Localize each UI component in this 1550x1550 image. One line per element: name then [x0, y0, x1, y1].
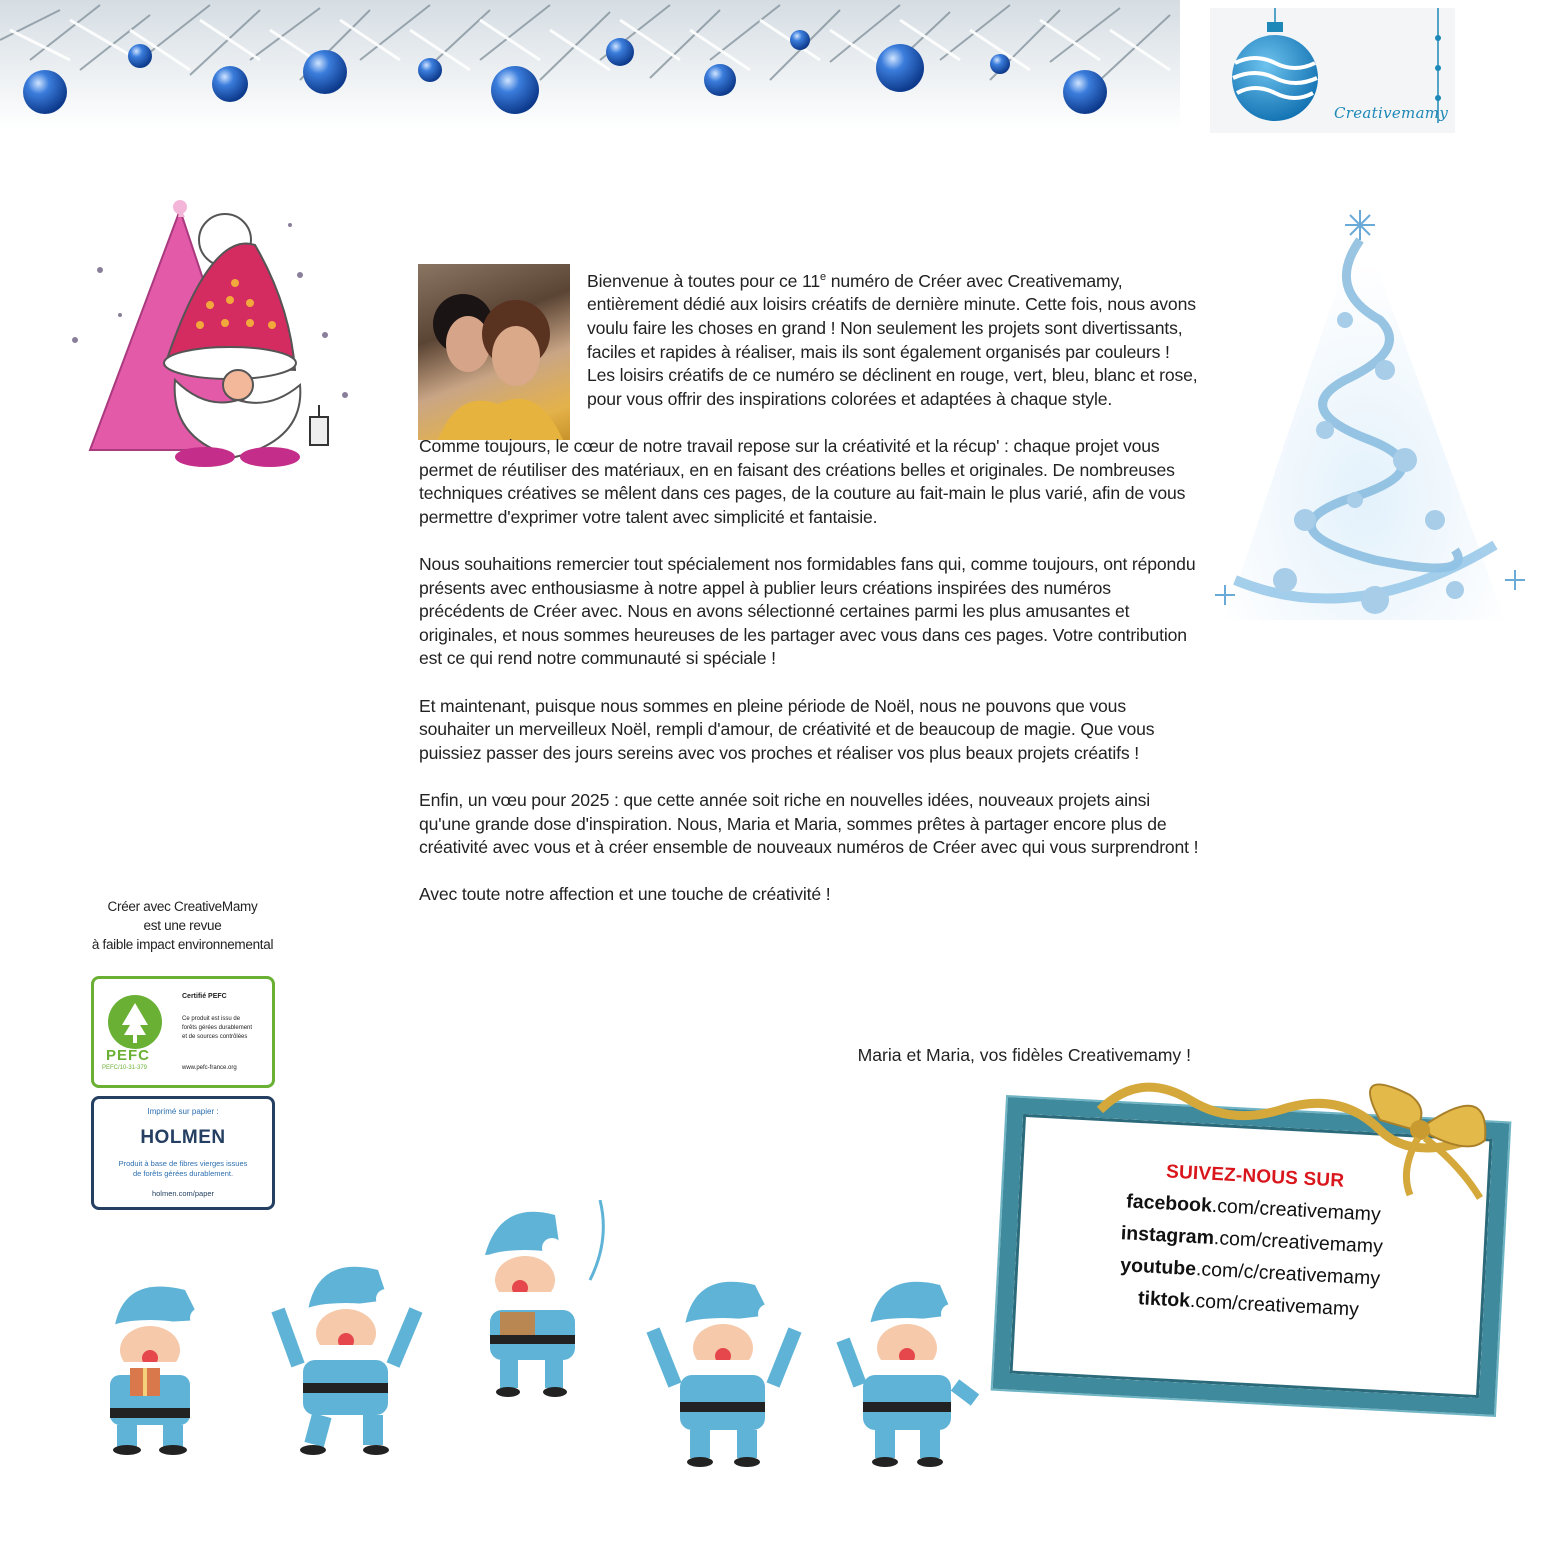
tiktok-link[interactable]: tiktok.com/creativemamy — [1137, 1287, 1360, 1321]
eco-impact-note: Créer avec CreativeMamy est une revue à faible impact environnemental — [91, 899, 274, 952]
blue-elf-cheering-4 — [645, 1270, 805, 1470]
holmen-url: holmen.com/paper — [151, 1189, 215, 1198]
paragraph-fans: Nous souhaitions remercier tout spécialement nos formidables fans qui, comme toujours, ont répondu présents avec enthousiasme à notre appel à publier leurs créations inspirées des numéros précédents de Créer avec. Nous en avons sélectionné certaines parmi les plus amusantes et originales, et nous sommes heureuses de les partager avec vous dans ces pages. Votre contribution est ce qui rend notre communauté si spéciale ! — [419, 553, 1196, 669]
follow-us-frame — [990, 1070, 1500, 1410]
blue-elf-balloon-3 — [470, 1200, 620, 1400]
pefc-title: Certifié PEFC — [182, 993, 227, 1000]
pink-gnome-illustration — [60, 195, 355, 475]
signature: Maria et Maria, vos fidèles Creativemamy ! — [857, 1045, 1191, 1065]
pefc-url: www.pefc-france.org — [182, 1065, 237, 1071]
logo-brand-text: Creativemamy — [1334, 104, 1449, 122]
pefc-code: PEFC/10-31-379 — [102, 1065, 148, 1071]
holmen-brand: HOLMEN — [140, 1127, 226, 1148]
facebook-link[interactable]: facebook.com/creativemamy — [1125, 1190, 1382, 1226]
paragraph-affection: Avec toute notre affection et une touche de créativité ! — [419, 884, 831, 905]
blue-elf-waving-5 — [835, 1270, 985, 1470]
holmen-printed-label: Imprimé sur papier : — [147, 1107, 219, 1116]
follow-title: SUIVEZ-NOUS SUR — [1165, 1161, 1345, 1192]
youtube-link[interactable]: youtube.com/c/creativemamy — [1119, 1254, 1381, 1290]
intro-paragraph: Bienvenue à toutes pour ce 11e numéro de Créer avec Creativemamy, entièrement dédié aux loisirs créatifs de dernière minute. Cette fois, nous avons voulu faire les choses en grand ! Non seulement les projets sont divertissants, faciles et rapides à réaliser, mais ils sont également organisés par couleurs ! Les loisirs créatifs de ce numéro se déclinent en rouge, vert, bleu, blanc et rose, pour vous offrir des inspirations colorées et adaptées à chaque style. — [587, 270, 1198, 409]
holmen-description: Produit à base de fibres vierges issues de forêts gérées durablement. — [118, 1159, 248, 1178]
holmen-paper-badge — [91, 1096, 275, 1210]
pefc-tree-icon — [104, 993, 166, 1051]
pefc-description: Ce produit est issu de forêts gérées durablement et de sources contrôlées — [182, 1016, 253, 1040]
instagram-link[interactable]: instagram.com/creativemamy — [1120, 1222, 1384, 1258]
creativemamy-logo — [1210, 8, 1455, 133]
blue-elf-jumping-2 — [268, 1255, 428, 1455]
paragraph-2025: Enfin, un vœu pour 2025 : que cette année soit riche en nouvelles idées, nouveaux projets ainsi qu'une grande dose d'inspiration. Nous, Maria et Maria, sommes prêtes à partager encore plus de créativité avec vous et à créer ensemble de nouveaux numéros de Créer avec qui vous surprendront ! — [419, 789, 1199, 858]
gold-ribbon-bow-icon — [1080, 1070, 1500, 1200]
editorial-text — [419, 266, 1199, 930]
snowflake-tree-illustration — [1195, 200, 1535, 670]
pefc-certification-badge — [91, 976, 275, 1088]
paragraph-noel: Et maintenant, puisque nous sommes en pleine période de Noël, nous ne pouvons que vous souhaiter un merveilleux Noël, rempli d'amour, de créativité et de beaucoup de magie. Que vous puissiez passer des jours sereins avec vos proches et réaliser vos plus beaux projets créatifs ! — [419, 695, 1155, 763]
pefc-logo-text: PEFC — [106, 1047, 151, 1064]
pine-garland-decoration — [0, 0, 1180, 130]
paragraph-recup: Comme toujours, le cœur de notre travail repose sur la créativité et la récup' : chaque projet vous permet de réutiliser des matériaux, en en faisant des créations belles et originales. De nombreuses techniques créatives se mêlent dans ces pages, de la couture au fait-main le plus varié, afin de vous permettre d'exprimer votre talent avec simplicité et fantaisie. — [419, 436, 1186, 527]
blue-elf-with-gift-1 — [75, 1270, 240, 1455]
